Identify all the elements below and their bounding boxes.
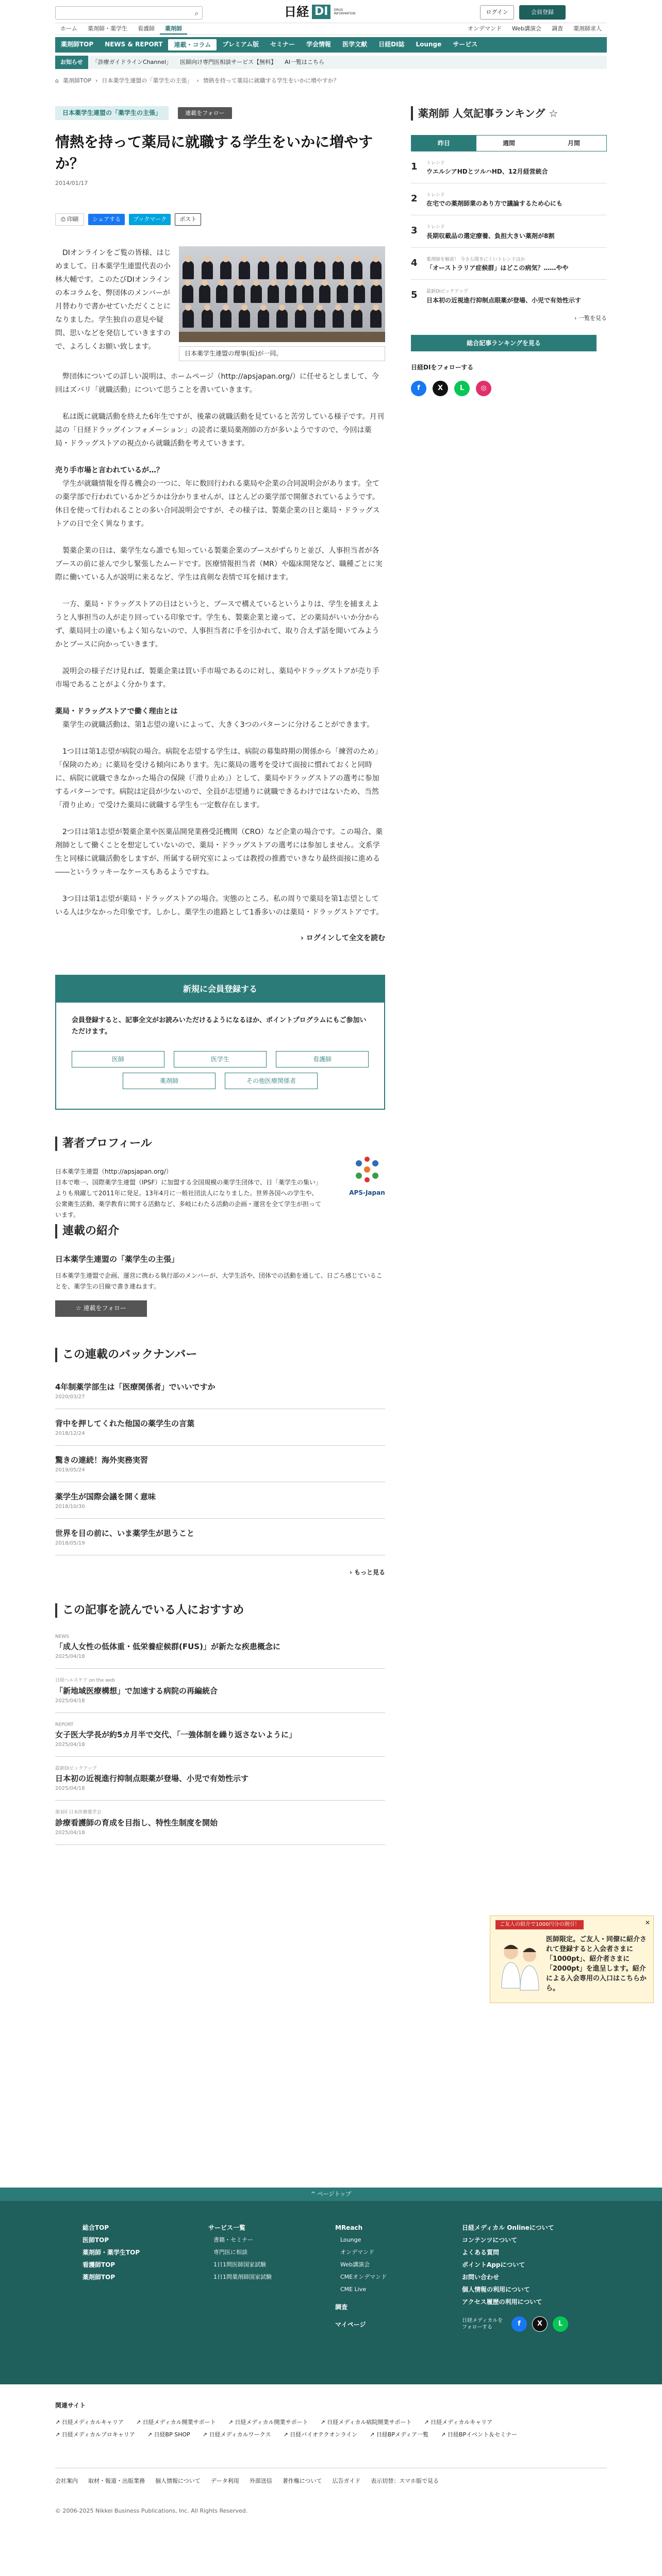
footer-link[interactable]: 日経メディカル Onlineについて [462, 2224, 554, 2231]
author-profile [55, 1137, 385, 1219]
paragraph: 学生が就職情報を得る機会の一つに、年に数回行われる薬局や企業の合同説明会があります。全ての薬学部で行われているかどうかは分かりませんが、ほとんどの薬学部で開催されているようです。休日を使って行われることの多い合同説明会ですが、その様子は、製薬企業の日と薬局・ドラッグストアの日で全く異なります。 [55, 479, 380, 528]
footer-link[interactable]: 個人情報の利用について [462, 2286, 530, 2293]
line-icon[interactable]: L [454, 381, 470, 396]
profile-heading: 著者プロフィール [55, 1137, 385, 1151]
ranking-item[interactable]: 3 トレンド 長期収載品の選定療養、負担大きい薬剤が8割 [411, 215, 607, 247]
tab-weekly[interactable]: 週間 [502, 139, 515, 147]
paragraph: 薬学生の就職活動は、第1志望の違いによって、大きく3つのパターンに分けることができます。 [55, 720, 374, 729]
nav-item-doctor[interactable]: 薬剤師・薬学生 [88, 25, 127, 32]
footer-link[interactable]: 看護師TOP [82, 2261, 115, 2268]
tab-monthly[interactable]: 月間 [567, 139, 580, 147]
article-title: 情熱を持って薬局に就職する学生をいかに増やすか？ [55, 133, 373, 172]
section-nav-conference[interactable]: 学会情報 [306, 41, 332, 48]
promo-header: ご友人の紹介で1000円分の割引！ [495, 1920, 584, 1929]
related-link[interactable]: ↗ 日経メディカル病院開業サポート [320, 2419, 412, 2426]
promo-text: 医師限定。ご友人・同僚に紹介されて登録すると入会者さまに「1000pt」、紹介者さまに「2000pt」を進呈します。紹介による入会専用の入口はこちらから。 [546, 1936, 647, 1992]
paragraph: 私は既に就職活動を終えた6年生ですが、後輩の就職活動を見ていると苦労している様子です。月刊誌の「日経ドラッグインフォメーション」の読者に薬局薬剤師の方が多いようですので、今回は薬局・ドラッグストアの視点から就職活動を考えていきます。 [55, 412, 384, 448]
nav-item-ondemand[interactable]: オンデマンド [468, 25, 502, 32]
x-post-button[interactable]: ポスト [175, 213, 201, 226]
footer-link[interactable]: 薬剤師TOP [82, 2274, 115, 2281]
sidebar [411, 106, 607, 397]
footer-link[interactable]: 1日1問医師国家試験 [213, 2261, 266, 2268]
related-link[interactable]: ↗ 日経メディカルキャリア [55, 2419, 124, 2426]
section-nav-premium[interactable]: プレミアム版 [222, 41, 259, 48]
register-button[interactable]: 会員登録 [519, 5, 566, 20]
ranking-item[interactable]: 5 最新DIピックアップ 日本初の近視進行抑制点眼薬が登場、小児で有効性示す [411, 289, 582, 304]
nav-item-pharmacist[interactable]: 薬剤師 [160, 23, 187, 35]
paragraph: 2つ目は第1志望が製薬企業や医薬品開発業務受託機関（CRO）など企業の場合です。この場合、薬剤師として働くことを想定していないので、薬局・ドラッグストアの選考には参加しません。文系学生と同様に就職活動をしますが、所属する研究室によっては教授の推薦でいきなり最終面接に進める――というラッキーなケースもあるようですね。 [55, 827, 383, 876]
backnumber-item[interactable]: 世界を目の前に、いま薬学生が思うこと 2018/05/19 [55, 1519, 385, 1555]
facebook-share-button[interactable]: シェアする [88, 214, 125, 225]
print-button[interactable]: ⎙ 印刷 [55, 213, 84, 226]
instagram-icon[interactable]: ◎ [476, 381, 491, 396]
social-icons [411, 381, 607, 396]
footer-link[interactable]: お問い合わせ [462, 2274, 500, 2281]
series-intro [55, 1224, 385, 1316]
breadcrumb: ⌂ 薬剤師TOP › 日本薬学生連盟の「薬学生の主張」 › 情熱を持って薬局に就職する学生をいかに増やすか？ [55, 76, 607, 86]
footer-link[interactable]: Web講演会 [340, 2261, 370, 2268]
login-read-more-link[interactable]: › ログインして全文を読む [301, 934, 385, 942]
tab-yesterday[interactable]: 昨日 [411, 135, 476, 151]
referral-promo[interactable] [490, 1916, 654, 2003]
footer-bottom-link[interactable]: 広告ガイド [332, 2478, 361, 2485]
share-bar [55, 213, 385, 226]
register-box-message: 会員登録すると、記事全文がお読みいただけるようになるほか、ポイントプログラムにもご参加いただけます。 [72, 1016, 367, 1036]
register-box [55, 975, 385, 1110]
notice-label: お知らせ [55, 56, 88, 69]
ranking-more-link[interactable]: › 一覧を見る [574, 314, 607, 321]
related-sites [0, 2384, 662, 2576]
footer-link[interactable]: CME Live [340, 2286, 367, 2293]
footer-bottom-link[interactable]: 著作権について [282, 2478, 322, 2485]
nav-item-web-lecture[interactable]: Web講演会 [512, 25, 541, 32]
search-input[interactable] [55, 6, 203, 20]
ranking-tabs [411, 135, 607, 151]
section-nav-lounge[interactable]: Lounge [416, 41, 442, 48]
footer-bottom-link[interactable]: 取材・報道・出版業務 [88, 2478, 145, 2485]
register-box-title: 新規に会員登録する [56, 976, 384, 1003]
ranking-heading: 薬剤師 人気記事ランキング ☆ [411, 106, 607, 121]
group-photo [179, 246, 385, 342]
paragraph: 3つ目は第1志望が薬局・ドラッグストアの場合。実態のところ、私の周りで薬局を第1志望としている人は少なかった印象です。しかし、薬学生の進路として1番多いのは薬局・ドラッグストアです。 [55, 894, 384, 917]
line-icon[interactable]: L [553, 2316, 568, 2332]
section-nav [55, 37, 607, 53]
section-nav-magazine[interactable]: 日経DI誌 [378, 41, 405, 48]
related-link[interactable]: ↗ 日経メディカルプロキャリア [55, 2431, 135, 2438]
backnumber-item[interactable]: 背中を押してくれた他国の薬学生の言葉 2018/12/24 [55, 1409, 385, 1446]
footer-bottom-link[interactable]: 外部送信 [249, 2478, 272, 2485]
register-nurse-button[interactable]: 看護師 [276, 1051, 369, 1067]
footer-link[interactable]: コンテンツについて [462, 2236, 518, 2244]
related-link[interactable]: ↗ 日経BPメディア一覧 [370, 2431, 429, 2438]
page-top-button[interactable]: ^ ページトップ [0, 2188, 662, 2201]
backnumbers-heading: この連載のバックナンバー [55, 1348, 385, 1362]
login-button[interactable]: ログイン [480, 5, 514, 20]
recommend-item[interactable]: REPORT 女子医大学長が約5カ月半で交代、「一強体制を繰り返さないように」 2025/04/18 [55, 1713, 385, 1757]
follow-series-button[interactable]: 連載をフォロー [178, 107, 231, 120]
follow-series-button[interactable]: ☆ 連載をフォロー [55, 1300, 147, 1316]
x-icon[interactable]: X [433, 381, 448, 396]
related-link[interactable]: ↗ 日経メディカル開業サポート [136, 2419, 216, 2426]
follow-label: 日経DIをフォローする [411, 364, 474, 371]
star-icon: ☆ [549, 107, 558, 120]
related-link[interactable]: ↗ 日経メディカル開業サポート [228, 2419, 308, 2426]
footer [0, 2201, 662, 2384]
section-nav-column[interactable]: 連載・コラム [168, 39, 217, 50]
related-link[interactable]: ↗ 日経バイオテクオンライン [283, 2431, 358, 2438]
breadcrumb-item[interactable]: 日本薬学生連盟の「薬学生の主張」 [102, 77, 193, 84]
notice-bar [55, 56, 607, 69]
footer-link[interactable]: ポイントAppについて [462, 2261, 525, 2268]
footer-link[interactable]: 医師TOP [82, 2236, 109, 2244]
notice-link[interactable]: 「診療ガイドラインChannel」 [92, 59, 172, 66]
series-intro-name[interactable]: 日本薬学生連盟の「薬学生の主張」 [55, 1255, 179, 1264]
breadcrumb-item: 情熱を持って薬局に就職する学生をいかに増やすか？ [203, 77, 339, 84]
backnumber-item[interactable]: 薬学生が国際会議を開く意味 2018/10/30 [55, 1482, 385, 1519]
footer-link[interactable]: マイページ [335, 2321, 366, 2328]
section-nav-literature[interactable]: 医学文献 [342, 41, 368, 48]
footer-link[interactable]: MReach [335, 2224, 363, 2231]
recommend [55, 1603, 385, 1845]
footer-link[interactable]: サービス一覧 [208, 2224, 246, 2231]
nav-item-home[interactable]: ホーム [60, 25, 77, 32]
register-other-button[interactable]: その他医療関係者 [225, 1073, 318, 1089]
footer-link[interactable]: オンデマンド [340, 2249, 374, 2256]
recommend-heading: この記事を読んでいる人におすすめ [55, 1603, 385, 1618]
ranking-item[interactable]: 2 トレンド 在宅での薬剤師業のあり方で議論するため心にも [411, 183, 607, 215]
footer-link[interactable]: Lounge [340, 2236, 361, 2243]
search-icon[interactable]: ⌕ [194, 10, 198, 18]
related-title: 関連サイト [55, 2402, 86, 2409]
recommend-item[interactable]: 第3回 日本医療薬学会 診療看護師の育成を目指し、特性生制度を開始 2025/04/18 [55, 1801, 385, 1844]
series-intro-text: 日本薬学生連盟で企画、運営に携わる執行部のメンバーが、大学生活や、団体での活動を通して、日ごろ感じていることを、薬学生の目線で書き連ねます。 [55, 1272, 383, 1291]
article-column [55, 106, 385, 1845]
series-intro-heading: 連載の紹介 [55, 1224, 385, 1239]
lead-text: DIオンラインをご覧の皆様、はじめまして。日本薬学生連盟代表の小林大輔です。このたびDIオンラインの本コラムを、弊団体のメンバーが月替わりで書かせていただくことになりました。学生独自の意見や疑問、思いなどを発信していきますので、よろしくお願い致します。 [55, 248, 171, 351]
nav-item-survey[interactable]: 調査 [552, 25, 563, 32]
backnumber-item[interactable]: 驚きの連続！海外実務実習 2019/05/24 [55, 1446, 385, 1482]
paragraph: 一方、薬局・ドラッグストアの日はというと、ブースで構えているというよりは、学生を捕まえようと人事担当の人が走り回っている印象です。学生も、製薬企業と違って、どの薬局がいいか分からず、薬局同士の違いもよく知らないので、人事担当者に手を引かれて、取り合えず話を聞いてみようかとブースに向かっていきます。 [55, 600, 379, 649]
close-icon[interactable]: ✕ [644, 1919, 650, 1926]
aps-logo: APS-Japan [346, 1155, 388, 1198]
recommend-item[interactable]: 最新DIピックアップ 日本初の近視進行抑制点眼薬が登場、小児で有効性示す 2025/04/18 [55, 1757, 385, 1801]
backnumber-item[interactable]: 4年制薬学部生は「医療関係者」でいいですか 2020/03/27 [55, 1372, 385, 1409]
related-link[interactable]: ↗ 日経BPイベント＆セミナー [441, 2431, 518, 2438]
article-body [55, 370, 385, 919]
footer-link[interactable]: 薬剤師・薬学生TOP [82, 2249, 140, 2256]
backnumbers-more-link[interactable]: › もっと見る [349, 1568, 385, 1576]
site-nav [55, 23, 607, 35]
aps-emblem-icon [353, 1155, 382, 1184]
register-doctor-button[interactable]: 医師 [72, 1051, 164, 1067]
article-lead [55, 246, 385, 370]
facebook-icon[interactable]: f [411, 381, 426, 396]
profile-text: 日本で唯一、国際薬学生連盟（IPSF）に加盟する全国規模の薬学生団体で、日「薬学生の集い」よりも飛躍して2011年に発足。13年4月に一般社団法人になりました。世界各国への学生や、公衆衛生活動、薬学教育に関する活動など、多岐にわたる活動の企画・運営を全て学生が担っています。 [55, 1179, 322, 1219]
recommend-item[interactable]: 日経ヘルスケア on the web 「新地域医療構想」で加速する病院の再編統合 2025/04/18 [55, 1669, 385, 1713]
section-nav-service[interactable]: サービス [453, 41, 478, 48]
footer-link[interactable]: よくある質問 [462, 2249, 500, 2256]
footer-bottom-link[interactable]: 個人情報について [155, 2478, 201, 2485]
nav-item-nurse[interactable]: 看護師 [138, 25, 155, 32]
notice-link[interactable]: AI一覧はこちら [285, 59, 324, 66]
footer-link[interactable]: CMEオンデマンド [340, 2274, 387, 2280]
footer-bottom-link[interactable]: 表示切替：スマホ版で見る [371, 2478, 439, 2485]
section-nav-news[interactable]: NEWS & REPORT [105, 41, 163, 48]
notice-link[interactable]: 医師向け専門医相談サービス【無料】 [180, 59, 277, 66]
footer-link[interactable]: 専門医に相談 [213, 2249, 247, 2256]
nav-item-jobs[interactable]: 薬剤師求人 [573, 25, 602, 32]
related-link[interactable]: ↗ 日経BP SHOP [147, 2431, 190, 2438]
related-link[interactable]: ↗ 日経メディカルキャリア [424, 2419, 493, 2426]
footer-link[interactable]: 1日1問薬剤師国家試験 [213, 2274, 272, 2280]
register-medstudent-button[interactable]: 医学生 [174, 1051, 267, 1067]
section-nav-seminar[interactable]: セミナー [270, 41, 295, 48]
section-nav-top[interactable]: 薬剤師TOP [61, 41, 94, 48]
doctors-illustration [496, 1937, 544, 1993]
x-icon[interactable]: X [532, 2316, 548, 2332]
paragraph: 説明会の様子だけ見れば、製薬企業は買い手市場であるのに対し、薬局やドラッグストアが売り手市場であることがよく分かります。 [55, 667, 379, 689]
photo-caption: 日本薬学生連盟の理事(仮)が一同。 [179, 346, 385, 361]
footer-bottom-link[interactable]: データ利用 [210, 2478, 239, 2485]
recommend-item[interactable]: NEWS 「成人女性の低体重・低栄養症候群(FUS)」が新たな疾患概念に 2025/04/18 [55, 1625, 385, 1669]
facebook-icon[interactable]: f [511, 2316, 527, 2332]
footer-link[interactable]: アクセス履歴の利用について [462, 2298, 542, 2306]
related-link[interactable]: ↗ 日経メディカルワークス [202, 2431, 271, 2438]
site-logo[interactable]: 日経 DI DRUG INFORMATION [284, 4, 356, 19]
series-tag[interactable]: 日本薬学生連盟の「薬学生の主張」 [55, 106, 169, 120]
ranking-item[interactable]: 4 薬剤師を解説！ 今さら聞きにくいトレンドほか 「オーストラリア症候群」はどこの病気？……やや [411, 248, 607, 280]
home-icon[interactable]: ⌂ [55, 77, 59, 84]
register-pharmacist-button[interactable]: 薬剤師 [123, 1073, 216, 1089]
article-date: 2014/01/17 [55, 179, 88, 187]
section-heading: 売り手市場と言われているが…？ [55, 466, 163, 474]
hatena-bookmark-button[interactable]: ブックマーク [129, 214, 171, 225]
section-heading: 薬局・ドラッグストアで働く理由とは [55, 707, 178, 716]
profile-name: 日本薬学生連盟（http://apsjapan.org/） [55, 1168, 172, 1176]
copyright: © 2006-2025 Nikkei Business Publications, Inc. All Rights Reserved. [55, 2507, 248, 2514]
paragraph: 製薬企業の日は、薬学生なら誰でも知っている製薬企業のブースがずらりと並び、人事担当者が各ブースの前に並んで少し緊張したムードです。医療情報担当者（MR）や臨床開発など、職種ごとに実際に働いている人が説明に来るなど、学生は真剣な表情で耳を傾けます。 [55, 546, 383, 582]
footer-link[interactable]: 書籍・セミナー [213, 2236, 253, 2243]
paragraph: 弊団体についての詳しい説明は、ホームページ（http://apsjapan.org/）に任せるとしまして、今回はズバリ「就職活動」について思うことを書いていきます。 [55, 372, 379, 394]
paragraph: 1つ目は第1志望が病院の場合。病院を志望する学生は、病院の募集時期の関係から「練習のため」「保険のため」に薬局を受ける傾向にあります。先に薬局の選考を受けて面接に慣れておくと同時に、病院に就職できなかった場合の保険（「滑り止め」）として、薬局やドラッグストアの選考に参加するパターンです。病院は定員が少ないので、全員が志望通りに就職できるわけではないため、当然「滑り止め」で受けた薬局に就職する学生も一定数存在します。 [55, 747, 382, 809]
footer-link[interactable]: 総合TOP [82, 2224, 109, 2231]
backnumbers [55, 1348, 385, 1578]
footer-follow-label: 日経メディカルをフォローする [462, 2318, 503, 2330]
header [55, 0, 607, 86]
all-ranking-button[interactable]: 総合記事ランキングを見る [411, 335, 597, 351]
footer-bottom-link[interactable]: 会社案内 [55, 2478, 78, 2485]
footer-link[interactable]: 調査 [335, 2303, 348, 2311]
breadcrumb-item[interactable]: 薬剤師TOP [62, 77, 91, 84]
ranking-item[interactable]: 1 トレンド ウエルシアHDとツルハHD、12月経営統合 [411, 151, 607, 183]
